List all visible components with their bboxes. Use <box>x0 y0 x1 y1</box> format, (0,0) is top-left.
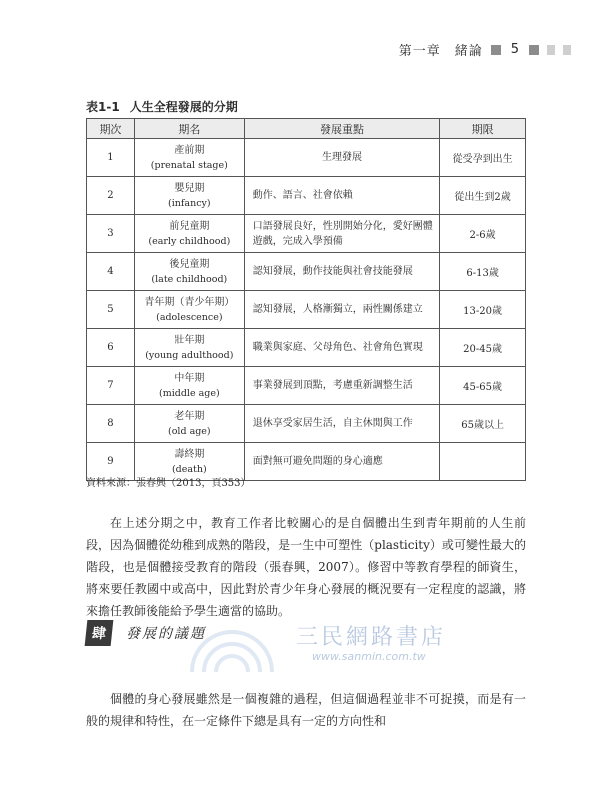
watermark-url: www.sanmin.com.tw <box>312 650 426 663</box>
stage-name <box>134 405 244 443</box>
table-number: 表1-1 <box>86 100 120 114</box>
stage-number: 6 <box>87 329 135 367</box>
column-header: 發展重點 <box>244 119 439 139</box>
header-marker-icon <box>491 45 501 55</box>
stage-focus: 生理發展 <box>244 139 439 177</box>
stage-focus: 事業發展到頂點，考慮重新調整生活 <box>244 367 439 405</box>
table-source: 資料來源：張春興（2013，頁353） <box>86 478 251 489</box>
stage-focus: 認知發展，人格漸獨立，兩性關係建立 <box>244 291 439 329</box>
stage-range: 65歲以上 <box>440 405 526 443</box>
table-body <box>87 139 526 481</box>
header-marker-icon <box>547 45 555 55</box>
stage-name-en: (death) <box>171 463 207 475</box>
table-row <box>87 291 526 329</box>
body-paragraph: 在上述分期之中，教育工作者比較關心的是自個體出生到青年期前的人生前段，因為個體從幼稚到成熟的階段，是一生中可塑性（plasticity）或可變性最大的階段，也是個體接受教育的階段（張春興，2007）。修習中等教育學程的師資生，將來要任教國中或高中，因此對於青少年身心發展的概況要有一定程度的認識，將來擔任教師後能給予學生適當的協助。 <box>86 516 526 618</box>
page-number: 5 <box>510 42 519 57</box>
watermark-logo-icon <box>186 624 278 676</box>
stage-focus: 口語發展良好，性別開始分化，愛好團體遊戲，完成入學預備 <box>244 215 439 253</box>
stage-name <box>134 367 244 405</box>
stage-name <box>134 177 244 215</box>
stage-name <box>134 253 244 291</box>
header-marker-icon <box>529 45 539 55</box>
stage-name-en: (early childhood) <box>148 235 231 247</box>
stage-number: 3 <box>87 215 135 253</box>
stage-name-zh: 壽終期 <box>174 448 205 460</box>
stage-name-en: (prenatal stage) <box>150 159 228 171</box>
column-header: 期次 <box>87 119 135 139</box>
stage-name-en: (young adulthood) <box>145 349 234 361</box>
stage-range: 45-65歲 <box>440 367 526 405</box>
stage-name-zh: 後兒童期 <box>169 258 210 270</box>
stage-range: 13-20歲 <box>440 291 526 329</box>
stage-number: 7 <box>87 367 135 405</box>
stage-name-zh: 前兒童期 <box>169 220 210 232</box>
stage-name-en: (late childhood) <box>151 273 228 285</box>
table-header-row <box>87 119 526 139</box>
table-row <box>87 405 526 443</box>
stage-focus: 認知發展，動作技能與社會技能發展 <box>244 253 439 291</box>
stage-name-zh: 產前期 <box>174 144 205 156</box>
stage-number: 2 <box>87 177 135 215</box>
stage-name-en: (middle age) <box>158 387 220 399</box>
stage-name <box>134 329 244 367</box>
watermark-name: 三民網路書店 <box>296 625 447 650</box>
stage-name <box>134 291 244 329</box>
stage-name-en: (infancy) <box>168 197 211 209</box>
column-header: 期限 <box>440 119 526 139</box>
table-row <box>87 253 526 291</box>
stage-focus: 動作、語言、社會依賴 <box>244 177 439 215</box>
stage-name-zh: 壯年期 <box>174 334 205 346</box>
stage-name <box>134 139 244 177</box>
section-title: 發展的議題 <box>126 626 206 642</box>
stage-name-en: (adolescence) <box>156 311 223 323</box>
stage-focus: 職業與家庭、父母角色、社會角色實現 <box>244 329 439 367</box>
stage-range: 從出生到2歲 <box>440 177 526 215</box>
stage-name-zh: 中年期 <box>174 372 205 384</box>
stage-name-en: (old age) <box>168 425 211 437</box>
stage-range <box>440 443 526 481</box>
stage-range: 從受孕到出生 <box>440 139 526 177</box>
column-header: 期名 <box>134 119 244 139</box>
stage-range: 20-45歲 <box>440 329 526 367</box>
section-number-badge: 肆 <box>85 620 114 646</box>
stage-number: 9 <box>87 443 135 481</box>
stage-name-zh: 青年期（青少年期） <box>144 296 235 308</box>
stage-number: 8 <box>87 405 135 443</box>
stage-range: 2-6歲 <box>440 215 526 253</box>
stage-number: 1 <box>87 139 135 177</box>
table-title: 人生全程發展的分期 <box>129 100 238 114</box>
stage-name-zh: 老年期 <box>174 410 205 422</box>
table-row <box>87 329 526 367</box>
table-row <box>87 215 526 253</box>
stage-number: 5 <box>87 291 135 329</box>
stage-name <box>134 215 244 253</box>
table-row <box>87 177 526 215</box>
header-marker-icon <box>563 45 571 55</box>
chapter-title: 第一章 緒論 <box>398 44 483 59</box>
running-header <box>399 40 571 59</box>
stage-focus: 面對無可避免問題的身心適應 <box>244 443 439 481</box>
stage-number: 4 <box>87 253 135 291</box>
table-caption <box>86 98 238 115</box>
stage-focus: 退休享受家居生活，自主休閒與工作 <box>244 405 439 443</box>
body-paragraph: 個體的身心發展雖然是一個複雜的過程，但這個過程並非不可捉摸，而是有一般的規律和特性，在一定條件下總是具有一定的方向性和 <box>86 692 526 728</box>
stage-name-zh: 嬰兒期 <box>174 182 205 194</box>
table-row <box>87 139 526 177</box>
stage-range: 6-13歲 <box>440 253 526 291</box>
table-row <box>87 367 526 405</box>
life-span-table <box>86 118 526 481</box>
